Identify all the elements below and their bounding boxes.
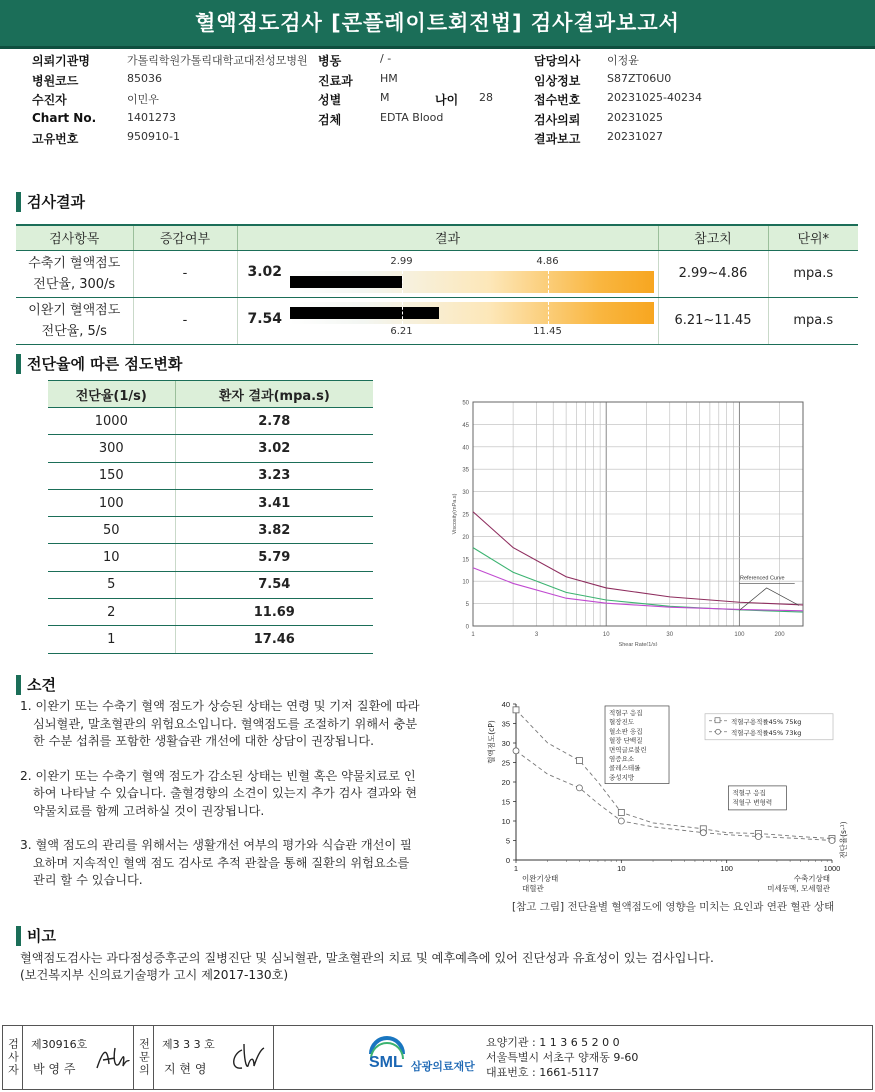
column-header: 단위*	[768, 225, 858, 250]
table-row	[48, 408, 373, 435]
shear-rate-cell: 150	[48, 462, 175, 489]
y2-axis-label: 전단율(s-¹)	[839, 821, 848, 859]
shear-rate-rows	[48, 408, 373, 654]
sml-logo	[367, 1034, 477, 1082]
y-tick-label: 5	[505, 836, 510, 846]
info-row	[32, 52, 308, 72]
shear-rate-cell: 1000	[48, 408, 175, 435]
y-axis-label: Viscosity(mPa.s)	[452, 493, 458, 535]
info-value: EDTA Blood	[380, 110, 444, 124]
table-row	[16, 250, 858, 297]
factor-box-item: 중성지방	[609, 773, 635, 782]
viscosity-cell: 3.41	[175, 489, 373, 516]
info-col-3	[534, 52, 702, 150]
series-marker	[576, 758, 582, 764]
section-remark-heading	[16, 925, 56, 946]
section-title: 전단율에 따른 점도변화	[27, 355, 183, 373]
note-item: 1. 이완기 또는 수축기 혈액 점도가 상승된 상태는 연령 및 기저 질환에 따라 심뇌혈관, 말초혈관의 위험요소입니다. 혈액점도를 조절하기 위해서 충분한 수분 섭취를 포함한 생활습관 개선에 대한 상담이 권장됩니다.	[20, 699, 420, 748]
series-marker	[755, 834, 761, 840]
report-title: 혈액점도검사 [콘플레이트회전법] 검사결과보고서	[0, 0, 875, 46]
viscosity-cell: 17.46	[175, 626, 373, 653]
info-label: 수진자	[32, 93, 67, 107]
table-row	[48, 435, 373, 462]
org-code: 요양기관 : 1 1 3 6 5 2 0 0	[486, 1036, 620, 1049]
factor-box-item: 콜레스테롤	[609, 764, 641, 773]
result-value: 7.54	[247, 310, 283, 327]
section-marker	[16, 675, 21, 695]
info-col-2	[318, 52, 493, 130]
info-value: 950910-1	[127, 130, 180, 143]
section-marker	[16, 926, 21, 946]
factor-box-item: 혈장진도	[609, 718, 635, 727]
viscosity-cell: 2.78	[175, 408, 373, 435]
x-tick-label: 3	[534, 632, 539, 638]
y-tick-label: 10	[462, 579, 469, 586]
result-gauge	[238, 298, 658, 344]
section-shear-heading	[16, 353, 182, 374]
result-value: 3.02	[247, 263, 283, 280]
legend-marker	[716, 729, 721, 734]
info-label: 검사의뢰	[534, 112, 581, 127]
y-tick-label: 50	[462, 400, 469, 407]
viscosity-factor-chart	[482, 694, 857, 896]
unit: mpa.s	[768, 250, 858, 297]
unit: mpa.s	[768, 297, 858, 344]
high-ref-label: 11.45	[533, 325, 562, 337]
high-ref-tick	[548, 302, 549, 324]
x-tick-label: 1	[471, 632, 475, 638]
test-item-shear: 전단율, 300/s	[33, 276, 116, 292]
table-row	[48, 544, 373, 571]
x-tick-label: 100	[734, 632, 745, 638]
column-header: 증감여부	[133, 225, 237, 250]
info-value: M	[380, 91, 390, 104]
info-label: 병동	[318, 54, 342, 68]
confirmer-label	[134, 1026, 154, 1089]
legend-label: 적혈구용적률45% 75kg	[731, 717, 802, 726]
section-marker	[16, 192, 21, 212]
examiner-label	[3, 1026, 23, 1089]
shear-rate-cell: 300	[48, 435, 175, 462]
change-indicator: -	[133, 250, 237, 297]
column-header: 환자 결과(mpa.s)	[175, 381, 373, 408]
confirmer-signature	[228, 1040, 268, 1076]
x-right-label: 미세동맥, 모세혈관	[767, 884, 830, 893]
factor-box-item: 혈장 단백질	[609, 736, 643, 745]
test-item-name: 이완기 혈액점도	[28, 302, 121, 318]
y-tick-label: 30	[501, 739, 510, 748]
shear-rate-cell: 5	[48, 571, 175, 598]
column-header: 전단율(1/s)	[48, 381, 175, 408]
info-row	[318, 72, 493, 92]
series-marker	[700, 830, 706, 836]
note-item: 2. 이완기 또는 수축기 혈액 점도가 감소된 상태는 빈혈 혹은 약물치료로 인하여 나타날 수 있습니다. 출혈경향의 소견이 있는지 추가 검사 결과와 현 약물치료를 함께 고려하실 것이 권장됩니다.	[20, 768, 418, 818]
series-marker	[618, 809, 624, 815]
info-label: 성별	[318, 93, 342, 107]
x-tick-label: 30	[666, 632, 674, 638]
info-value: HM	[380, 71, 398, 85]
info-value: 1401273	[127, 110, 176, 124]
info-row	[32, 111, 308, 131]
examiner-name: 박 영 주	[33, 1062, 76, 1076]
annotation-label: Referenced Curve	[739, 575, 785, 582]
y-tick-label: 20	[462, 534, 469, 541]
info-value: / -	[380, 52, 392, 65]
series-line	[473, 512, 803, 605]
viscosity-cell: 3.23	[175, 462, 373, 489]
table-row	[48, 517, 373, 544]
section-title: 비고	[27, 927, 56, 945]
info-label: 접수번호	[534, 93, 581, 107]
org-phone: 대표번호 : 1661-5117	[486, 1066, 600, 1079]
info-label: 의뢰기관명	[32, 54, 90, 68]
shear-rate-cell: 100	[48, 489, 175, 516]
remark-line: (보건복지부 신의료기술평가 고시 제2017-130호)	[20, 968, 289, 982]
shear-rate-cell: 2	[48, 599, 175, 626]
annotation-pointer	[739, 588, 799, 610]
info-value: 가톨릭학원가톨릭대학교대전성모병원	[127, 54, 308, 67]
signature-footer	[2, 1025, 873, 1090]
info-row	[534, 130, 702, 150]
result-bar	[290, 276, 403, 288]
info-row	[534, 111, 702, 131]
low-ref-tick	[402, 302, 403, 324]
table-row	[48, 626, 373, 653]
y-tick-label: 15	[501, 797, 510, 807]
info-row	[32, 91, 308, 111]
result-gauge-cell	[237, 297, 658, 344]
viscosity-reference-chart	[448, 396, 810, 646]
info-row	[318, 91, 493, 111]
factor-box-item: 혈소판 응집	[609, 727, 643, 736]
info-row	[32, 72, 308, 92]
series-marker	[513, 707, 519, 713]
info-label: 담당의사	[534, 54, 581, 68]
legend-label: 적혈구용적률45% 73kg	[731, 728, 802, 737]
viscosity-cell: 5.79	[175, 544, 373, 571]
table-row	[48, 571, 373, 598]
result-gauge	[238, 251, 658, 297]
notes-body	[20, 698, 420, 907]
shear-rate-cell: 10	[48, 544, 175, 571]
confirmer-label-text: 전문의	[137, 1038, 151, 1077]
y-tick-label: 25	[501, 758, 510, 768]
shear-rate-table	[48, 380, 373, 654]
reference-range: 6.21~11.45	[658, 297, 768, 344]
info-value: 20231025	[607, 110, 663, 124]
y-tick-label: 30	[462, 490, 469, 497]
info-label: 고유번호	[32, 132, 79, 146]
y-tick-label: 25	[462, 512, 469, 519]
y-tick-label: 40	[462, 445, 469, 452]
viscosity-cell: 7.54	[175, 571, 373, 598]
info-col-1	[32, 52, 308, 150]
y-tick-label: 5	[465, 602, 469, 609]
series-marker	[618, 818, 624, 824]
table-row	[48, 462, 373, 489]
x-tick-label: 100	[720, 864, 733, 873]
section-title: 검사결과	[27, 193, 85, 211]
viscosity-cell: 3.82	[175, 517, 373, 544]
x-right-label: 수축기상태	[793, 874, 830, 883]
low-ref-label: 6.21	[390, 325, 413, 337]
test-item-name: 수축기 혈액점도	[28, 255, 121, 271]
series-marker	[576, 785, 582, 791]
info-row	[318, 111, 493, 131]
examiner-label-text: 검사자	[6, 1038, 20, 1077]
age-label: 나이	[435, 93, 459, 107]
viscosity-cell: 11.69	[175, 599, 373, 626]
x-tick-label: 10	[617, 864, 626, 873]
column-header: 참고치	[658, 225, 768, 250]
results-table	[16, 224, 858, 345]
test-item	[16, 297, 133, 344]
examiner-box	[23, 1026, 134, 1089]
info-row	[534, 72, 702, 92]
info-row	[534, 52, 702, 72]
org-name: 삼광의료재단	[411, 1060, 475, 1073]
x-tick-label: 200	[774, 632, 785, 638]
series-marker	[829, 838, 835, 844]
remark-line: 혈액점도검사는 과다점성증후군의 질병진단 및 심뇌혈관, 말초혈관의 치료 및 예후예측에 있어 진단성과 유효성이 있는 검사입니다.	[20, 951, 714, 965]
series-line	[473, 568, 803, 611]
reference-range: 2.99~4.86	[658, 250, 768, 297]
y-tick-label: 35	[501, 719, 510, 729]
column-header: 결과	[237, 225, 658, 250]
info-value: 20231027	[607, 130, 663, 143]
table-row	[48, 489, 373, 516]
info-value: 85036	[127, 71, 162, 85]
test-item	[16, 250, 133, 297]
examiner-license: 제30916호	[31, 1038, 88, 1051]
confirmer-name: 지 현 영	[164, 1062, 207, 1076]
org-address: 서울특별시 서초구 양재동 9-60	[486, 1051, 639, 1064]
info-label: 진료과	[318, 73, 353, 88]
x-left-label: 대혈관	[522, 884, 544, 893]
y-tick-label: 40	[501, 700, 510, 709]
section-notes-heading	[16, 674, 56, 695]
column-header: 검사항목	[16, 225, 133, 250]
factor-box-item: 면역글로불린	[609, 745, 647, 754]
info-row	[534, 91, 702, 111]
confirmer-box	[154, 1026, 274, 1089]
factor-box-item: 적혈구 응집	[609, 708, 643, 717]
series-marker	[513, 748, 519, 754]
info-value: 20231025-40234	[607, 91, 702, 104]
section-results-heading	[16, 191, 85, 212]
y-tick-label: 10	[501, 817, 510, 826]
note-item: 3. 혈액 점도의 관리를 위해서는 생활개선 여부의 평가와 식습관 개선이 필요하며 지속적인 혈액 점도 검사로 추적 관찰을 통해 질환의 위험요소를 관리 할 수 있습니다.	[20, 838, 412, 887]
factor-box-item: 적혈구 응집	[732, 788, 766, 797]
title-underline	[0, 46, 875, 49]
legend-marker	[715, 718, 720, 723]
info-value: S87ZT06U0	[607, 71, 672, 85]
low-ref-label: 2.99	[390, 255, 413, 267]
y-tick-label: 0	[505, 856, 510, 865]
result-gauge-cell	[237, 250, 658, 297]
examiner-signature	[93, 1040, 131, 1076]
info-label: 검체	[318, 112, 342, 127]
shear-rate-cell: 1	[48, 626, 175, 653]
table-row	[16, 297, 858, 344]
info-value: 이민우	[127, 93, 159, 106]
high-ref-tick	[548, 271, 549, 293]
results-header-row	[16, 225, 858, 250]
remark-body	[20, 950, 714, 984]
factor-box-item: 염증요소	[609, 754, 635, 763]
age-value: 28	[479, 91, 493, 104]
info-label: 병원코드	[32, 73, 79, 88]
y-tick-label: 45	[462, 422, 469, 429]
table-row	[48, 599, 373, 626]
y-tick-label: 15	[462, 557, 469, 564]
shear-header-row	[48, 381, 373, 408]
y-tick-label: 0	[465, 624, 469, 631]
y-tick-label: 20	[501, 778, 510, 787]
x-left-label: 이완기상태	[522, 874, 559, 883]
x-axis-label: Shear Rate(1/s)	[618, 642, 658, 646]
info-label: Chart No.	[32, 110, 97, 125]
y-tick-label: 35	[462, 467, 469, 474]
viscosity-cell: 3.02	[175, 435, 373, 462]
y-axis-label: 혈액점도(cP)	[487, 720, 496, 764]
test-item-shear: 전단율, 5/s	[41, 323, 107, 339]
info-label: 임상정보	[534, 73, 581, 88]
confirmer-license: 제3 3 3 호	[162, 1038, 215, 1051]
factor-box-item: 적혈구 변형력	[732, 798, 773, 807]
info-label: 결과보고	[534, 132, 581, 146]
x-tick-label: 10	[602, 632, 610, 638]
section-title: 소견	[27, 676, 56, 694]
info-row	[32, 130, 308, 150]
org-info	[486, 1035, 638, 1080]
info-value: 이정윤	[607, 54, 639, 67]
info-row	[318, 52, 493, 72]
section-marker	[16, 354, 21, 374]
shear-rate-cell: 50	[48, 517, 175, 544]
change-indicator: -	[133, 297, 237, 344]
high-ref-label: 4.86	[536, 255, 559, 267]
result-bar	[290, 307, 439, 319]
chart-caption: [참고 그림] 전단율별 혈액점도에 영향을 미치는 요인과 연관 혈관 상태	[512, 901, 835, 913]
x-tick-label: 1	[513, 864, 519, 873]
low-ref-tick	[402, 271, 403, 293]
x-tick-label: 1000	[823, 864, 841, 873]
sml-logo-text: SML	[369, 1054, 403, 1071]
